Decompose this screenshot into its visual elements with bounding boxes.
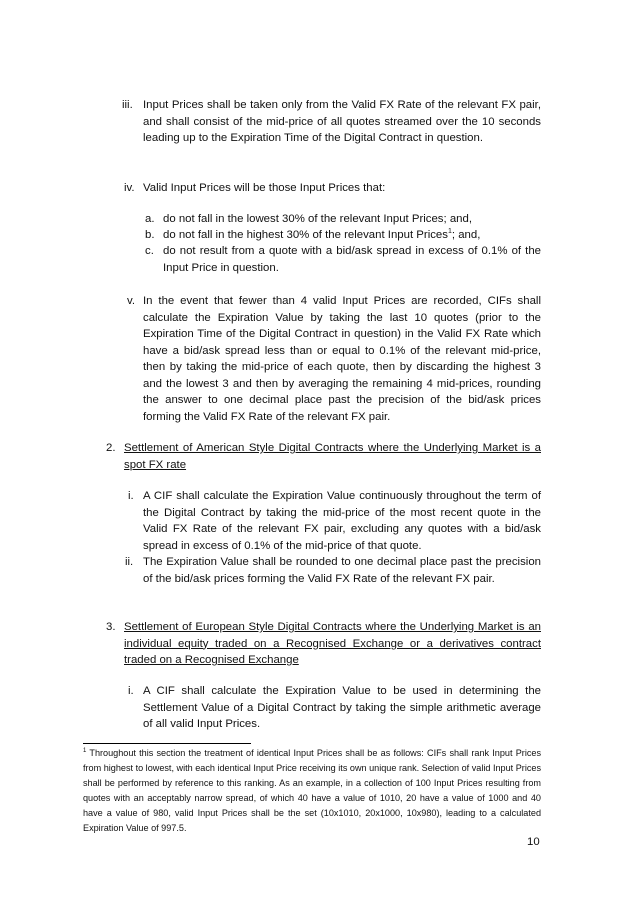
paragraph-2-ii: The Expiration Value shall be rounded to one decimal place past the precision of the bid/ask prices forming the Valid FX Rate of the relevant FX pair. [143, 556, 541, 585]
list-item-b [163, 227, 541, 244]
section-number: 3. [106, 621, 116, 633]
item-number: iv. [124, 182, 135, 194]
footnote-separator [83, 743, 251, 744]
paragraph-iii: Input Prices shall be taken only from the Valid FX Rate of the relevant FX pair, and shall consist of the mid-price of all quotes streamed over the 10 seconds leading up to the Expiration Time of the Digital Contract in question. [143, 99, 541, 144]
paragraph-v: In the event that fewer than 4 valid Input Prices are recorded, CIFs shall calculate the Expiration Value by taking the last 10 quotes (prior to the Expiration Time of the Digital Contract in question) in the Valid FX Rate which have a bid/ask spread less than or equal to 0.1% of the relevant mid-price, then by taking the mid-price of each quote, then by discarding the highest 3 and the lowest 3 and then by averaging the remaining 4 mid-prices, rounding the answer to one decimal place past the precision of the bid/ask prices forming the Valid FX Rate of the relevant FX pair. [143, 295, 541, 423]
footnote [83, 746, 541, 837]
list-marker: c. [145, 245, 154, 257]
paragraph-2-i: A CIF shall calculate the Expiration Value continuously throughout the term of the Digital Contract by taking the mid-price of the most recent quote in the Valid FX Rate of the relevant FX pair, excluding any quotes with a bid/ask spread in excess of 0.1% of the mid-price of that quote. [143, 490, 541, 552]
item-number: i. [128, 490, 134, 502]
item-number: iii. [122, 99, 133, 111]
section-2-heading: Settlement of American Style Digital Contracts where the Underlying Market is a spot FX rate [124, 442, 541, 471]
footnote-ref: 1 [447, 228, 452, 236]
list-item-c: do not result from a quote with a bid/ask spread in excess of 0.1% of the Input Price in question. [163, 245, 541, 274]
list-item-b-text: do not fall in the highest 30% of the relevant Input Prices [163, 229, 448, 241]
section-number: 2. [106, 442, 116, 454]
footnote-text: Throughout this section the treatment of identical Input Prices shall be as follows: CIFs shall rank Input Prices from highest to lowest, with each identical Input Price receiving its own unique rank. Selection of valid Input Prices shall be performed by reference to this ranking. As an example, in a collection of 100 Input Prices resulting from quotes with an acceptably narrow spread, of which 40 have a value of 1010, 20 have a value of 1000 and 40 have a value of 980, valid Input Prices shall be the set (10x1010, 20x1000, 10x980), leading to a calculated Expiration Value of 997.5. [83, 748, 541, 834]
list-item-b-tail: ; and, [451, 229, 481, 241]
item-number: ii. [125, 556, 134, 568]
item-number: v. [127, 295, 136, 307]
section-3-heading: Settlement of European Style Digital Contracts where the Underlying Market is an individual equity traded on a Recognised Exchange or a derivatives contract traded on a Recognised Exchange [124, 621, 541, 666]
footnote-marker: 1 [83, 747, 87, 754]
item-number: i. [128, 685, 134, 697]
list-marker: a. [145, 213, 155, 225]
list-marker: b. [145, 229, 155, 241]
list-item-a: do not fall in the lowest 30% of the relevant Input Prices; and, [163, 213, 472, 225]
paragraph-iv: Valid Input Prices will be those Input Prices that: [143, 182, 386, 194]
page-number: 10 [527, 836, 540, 848]
paragraph-3-i: A CIF shall calculate the Expiration Value to be used in determining the Settlement Value of a Digital Contract by taking the simple arithmetic average of all valid Input Prices. [143, 685, 541, 730]
